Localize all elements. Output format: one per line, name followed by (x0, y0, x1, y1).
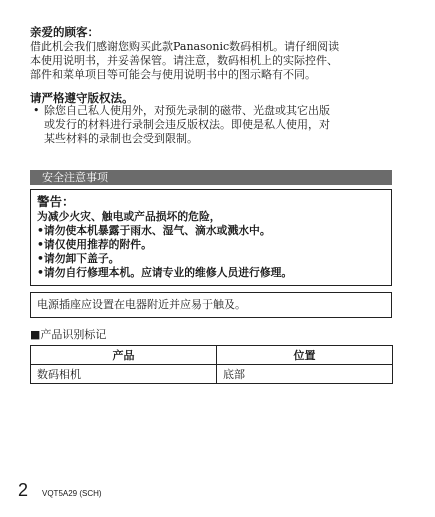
copyright-title: 请严格遵守版权法。 (30, 91, 134, 105)
greeting-title: 亲爱的顾客： (30, 25, 99, 39)
warning-item: •请勿卸下盖子。 (37, 252, 120, 265)
greeting-line: 借此机会我们感谢您购买此款Panasonic数码相机。请仔细阅读 (30, 40, 340, 53)
warning-intro: 为减少火灾、触电或产品损坏的危险， (37, 210, 221, 223)
warning-title: 警告： (37, 194, 75, 209)
copyright-line: 或发行的材料进行录制会违反版权法。即使是私人使用，对 (44, 118, 330, 131)
copyright-paragraph (33, 104, 414, 146)
product-id-heading: ■产品识别标记 (30, 328, 107, 341)
warning-item: •请勿使本机暴露于雨水、湿气、滴水或溅水中。 (37, 224, 271, 237)
warning-item: •请仅使用推荐的附件。 (37, 238, 152, 251)
copyright-line: 除您自己私人使用外，对预先录制的磁带、光盘或其它出版 (44, 104, 330, 117)
column-header: 位置 (217, 346, 393, 365)
column-header: 产品 (31, 346, 217, 365)
safety-section-header: 安全注意事项 (30, 170, 392, 185)
table-cell: 底部 (217, 365, 393, 384)
warning-box (30, 189, 392, 286)
greeting-line: 部件和菜单项目等可能会与使用说明书中的图示略有不同。 (30, 68, 316, 81)
product-id-table (30, 345, 393, 384)
table-header-row (31, 346, 393, 365)
copyright-line: 某些材料的录制也会受到限制。 (44, 132, 198, 145)
greeting-paragraph (30, 40, 410, 82)
socket-note-box: 电源插座应设置在电器附近并应易于触及。 (30, 292, 392, 318)
warning-item: •请勿自行修理本机。应请专业的维修人员进行修理。 (37, 266, 293, 279)
document-code: VQT5A29 (SCH) (42, 489, 102, 498)
page-number: 2 (18, 480, 29, 500)
table-cell: 数码相机 (31, 365, 217, 384)
greeting-line: 本使用说明书，并妥善保管。请注意，数码相机上的实际控件、 (30, 54, 338, 67)
bullet: • (33, 104, 40, 117)
table-row (31, 365, 393, 384)
